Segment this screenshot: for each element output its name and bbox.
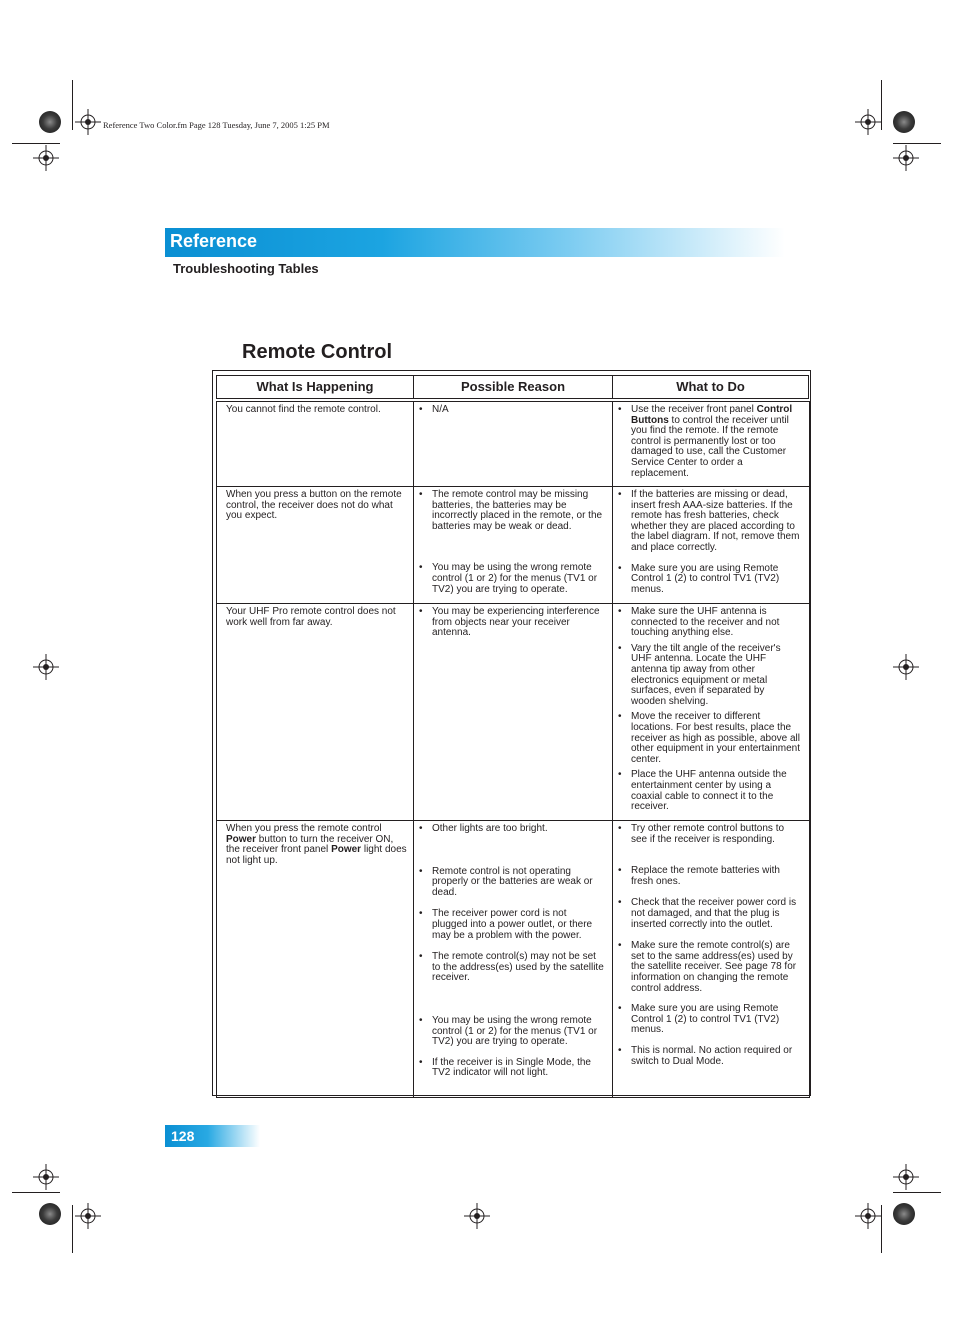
- table-header-row: [216, 375, 809, 399]
- bullet-list: [613, 487, 809, 595]
- section-title: Remote Control: [242, 341, 392, 363]
- header-bar: [165, 228, 785, 257]
- table-row: [217, 402, 810, 487]
- cell-what-is-happening: [217, 487, 414, 604]
- registration-mark-icon: [893, 145, 919, 171]
- crop-mark: [893, 1192, 941, 1193]
- text-fragment: When you press the remote control: [226, 823, 382, 834]
- bullet-item: • You may be using the wrong remote control (1 or 2) for the menus (TV1 or TV2) you are trying to operate.: [418, 563, 604, 595]
- bullet-item: • The remote control(s) may not be set to the address(es) used by the satellite receiver.: [418, 952, 604, 984]
- registration-mark-icon: [75, 1203, 101, 1229]
- bullet-item: • N/A: [418, 405, 604, 416]
- page-number: 128: [171, 1128, 195, 1144]
- color-target-icon: [893, 1203, 915, 1225]
- crop-mark: [12, 1192, 60, 1193]
- bullet-item: • Check that the receiver power cord is not damaged, and that the plug is inserted correctly into the outlet.: [617, 898, 801, 930]
- cell-possible-reason: [414, 487, 613, 604]
- cell-possible-reason: [414, 604, 613, 821]
- bullet-item: • Make sure you are using Remote Control 1 (2) to control TV1 (TV2) menus.: [617, 564, 801, 596]
- registration-mark-icon: [33, 1164, 59, 1190]
- column-header: Possible Reason: [413, 375, 613, 399]
- bullet-list: [414, 402, 612, 416]
- registration-mark-icon: [75, 109, 101, 135]
- troubleshooting-table: [216, 401, 810, 1098]
- crop-mark: [72, 80, 73, 130]
- cell-what-to-do: [613, 487, 810, 604]
- registration-mark-icon: [893, 1164, 919, 1190]
- table-row: [217, 604, 810, 821]
- table-row: [217, 487, 810, 604]
- bullet-item: • Remote control is not operating properly or the batteries are weak or dead.: [418, 867, 604, 899]
- color-target-icon: [39, 1203, 61, 1225]
- header-title: Reference: [170, 231, 258, 251]
- bold-term: Power: [226, 833, 257, 845]
- registration-mark-icon: [464, 1203, 490, 1229]
- crop-mark: [12, 143, 60, 144]
- bullet-item: • Replace the remote batteries with fresh ones.: [617, 866, 801, 887]
- subheading: Troubleshooting Tables: [173, 261, 319, 276]
- crop-mark: [893, 143, 941, 144]
- cell-what-to-do: [613, 604, 810, 821]
- bullet-item: • Make sure you are using Remote Control 1 (2) to control TV1 (TV2) menus.: [617, 1004, 801, 1036]
- happening-text: When you press a button on the remote control, the receiver does not do what you expect.: [226, 489, 402, 522]
- print-metadata: Reference Two Color.fm Page 128 Tuesday, June 7, 2005 1:25 PM: [103, 120, 330, 130]
- bullet-item: • The receiver power cord is not plugged into a power outlet, or there may be a problem with the power.: [418, 909, 604, 941]
- bullet-item: • Try other remote control buttons to see if the receiver is responding.: [617, 824, 801, 845]
- bullet-list: [613, 821, 809, 1067]
- happening-text: Your UHF Pro remote control does not work well from far away.: [226, 606, 396, 628]
- registration-mark-icon: [33, 654, 59, 680]
- bullet-item: • Other lights are too bright.: [418, 824, 604, 835]
- color-target-icon: [893, 111, 915, 133]
- happening-text: [217, 821, 413, 866]
- bullet-list: [613, 402, 809, 479]
- registration-mark-icon: [855, 109, 881, 135]
- cell-what-is-happening: [217, 402, 414, 487]
- cell-possible-reason: [414, 821, 613, 1098]
- happening-text: You cannot find the remote control.: [226, 404, 381, 415]
- bullet-item: • Vary the tilt angle of the receiver's UHF antenna. Locate the UHF antenna tip away from other electronics equipment or metal surfaces, even if separated by wooden shelving.: [617, 644, 801, 708]
- bullet-item: • Use the receiver front panel Control Buttons to control the receiver until you find the remote. If the remote control is permanently lost or too damaged to use, call the Customer Service Center to order a replacement.: [617, 405, 801, 479]
- table-row: [217, 821, 810, 1098]
- registration-mark-icon: [893, 654, 919, 680]
- bullet-item: • If the receiver is in Single Mode, the TV2 indicator will not light.: [418, 1058, 604, 1079]
- bullet-item: • The remote control may be missing batteries, the batteries may be incorrectly placed in the remote, or the batteries may be weak or dead.: [418, 490, 604, 532]
- text-fragment: button to turn the receiver ON, the receiver front panel: [226, 833, 394, 856]
- cell-what-to-do: [613, 402, 810, 487]
- column-header: What to Do: [612, 375, 809, 399]
- bullet-list: [414, 604, 612, 639]
- registration-mark-icon: [855, 1203, 881, 1229]
- bold-term: Control Buttons: [631, 404, 793, 426]
- text-fragment: light does not light up.: [226, 844, 407, 866]
- bullet-item: • Place the UHF antenna outside the entertainment center by using a coaxial cable to connect it to the receiver.: [617, 770, 801, 812]
- bullet-item: • This is normal. No action required or switch to Dual Mode.: [617, 1046, 801, 1067]
- bullet-item: • Make sure the remote control(s) are set to the same address(es) used by the satellite receiver. See page 78 for information on changing the remote control address.: [617, 941, 801, 994]
- cell-what-to-do: [613, 821, 810, 1098]
- crop-mark: [881, 1205, 882, 1253]
- color-target-icon: [39, 111, 61, 133]
- bullet-item: • Move the receiver to different locations. For best results, place the receiver as high as possible, above all other equipment in your entertainment center.: [617, 712, 801, 765]
- cell-possible-reason: [414, 402, 613, 487]
- crop-mark: [881, 80, 882, 130]
- bold-term: Power: [331, 844, 362, 856]
- bullet-item: • Make sure the UHF antenna is connected to the receiver and not touching anything else.: [617, 607, 801, 639]
- bullet-item: • If the batteries are missing or dead, insert fresh AAA-size batteries. If the remote has fresh batteries, check whether they are placed according to the label diagram. If not, remove them and place correctly.: [617, 490, 801, 554]
- bullet-list: [414, 487, 612, 595]
- bullet-item: • You may be experiencing interference from objects near your receiver antenna.: [418, 607, 604, 639]
- cell-what-is-happening: [217, 821, 414, 1098]
- cell-what-is-happening: [217, 604, 414, 821]
- column-header: What Is Happening: [216, 375, 414, 399]
- crop-mark: [72, 1205, 73, 1253]
- bullet-list: [414, 821, 612, 1079]
- bullet-item: • You may be using the wrong remote control (1 or 2) for the menus (TV1 or TV2) you are trying to operate.: [418, 1016, 604, 1048]
- bullet-list: [613, 604, 809, 813]
- registration-mark-icon: [33, 145, 59, 171]
